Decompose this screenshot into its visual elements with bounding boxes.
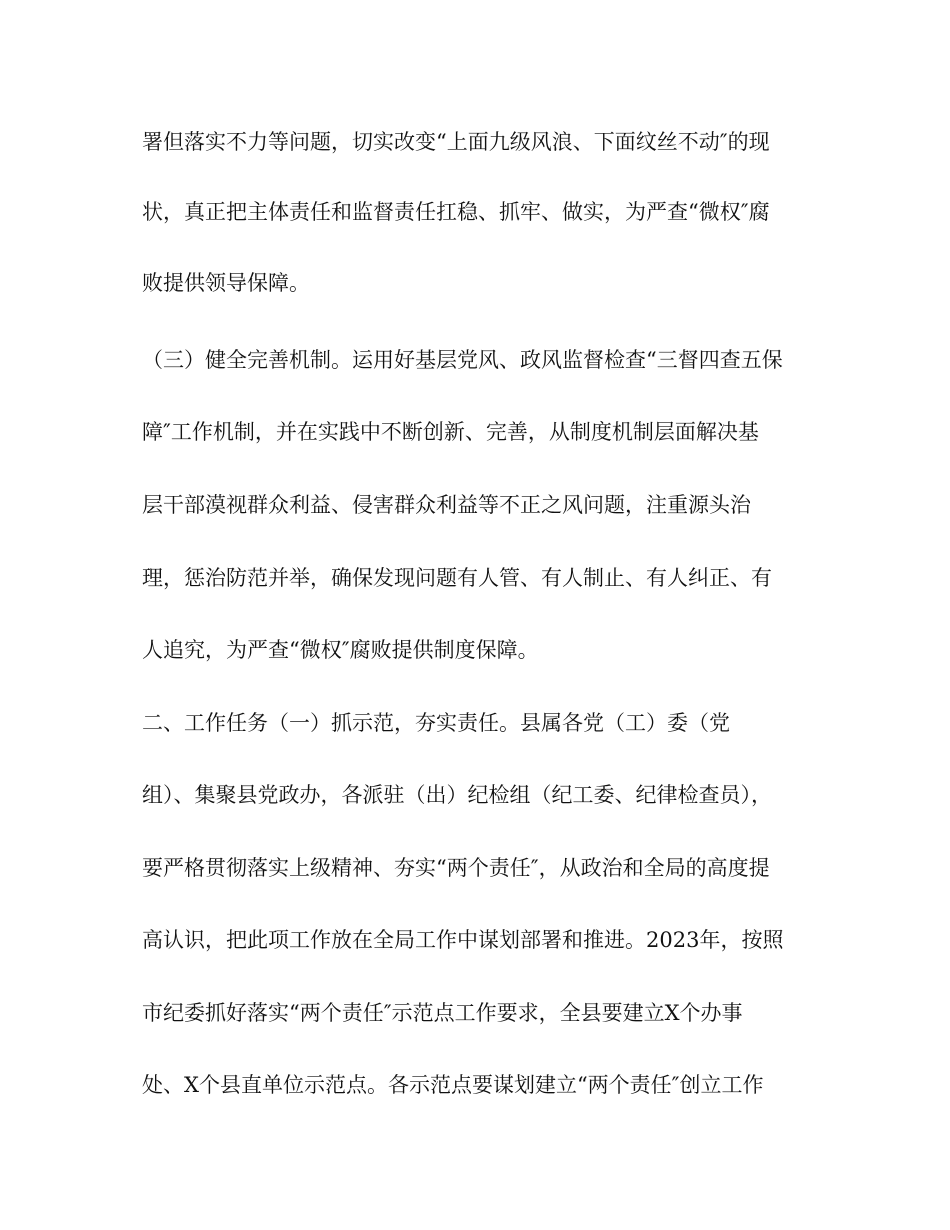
paragraph-line: 层干部漠视群众利益、侵害群众利益等不正之风问题，注重源头治 bbox=[142, 493, 751, 517]
paragraph-line: 二、工作任务（一）抓示范，夯实责任。县属各党（工）委（党 bbox=[142, 711, 730, 735]
paragraph-line: 市纪委抓好落实“两个责任″示范点工作要求，全县要建立X个办事 bbox=[142, 1001, 743, 1025]
paragraph-line: 要严格贯彻落实上级精神、夯实“两个责任″，从政治和全局的高度提 bbox=[142, 856, 770, 880]
paragraph-line: 障″工作机制，并在实践中不断创新、完善，从制度机制层面解决基 bbox=[142, 420, 759, 444]
paragraph-line: 人追究，为严查“微权″腐败提供制度保障。 bbox=[142, 638, 539, 662]
paragraph-line: 高认识，把此项工作放在全局工作中谋划部署和推进。2023年，按照 bbox=[142, 928, 784, 952]
paragraph-line: （三）健全完善机制。运用好基层党风、政风监督检查“三督四查五保 bbox=[142, 348, 783, 372]
paragraph-line: 组）、集聚县党政办，各派驻（出）纪检组（纪工委、纪律检查员）， bbox=[142, 783, 772, 807]
paragraph-line: 败提供领导保障。 bbox=[142, 271, 310, 295]
paragraph-line: 处、X个县直单位示范点。各示范点要谋划建立“两个责任″创立工作 bbox=[142, 1073, 764, 1097]
paragraph-line: 理，惩治防范并举，确保发现问题有人管、有人制止、有人纠正、有 bbox=[142, 566, 772, 590]
paragraph-line: 署但落实不力等问题，切实改变“上面九级风浪、下面纹丝不动″的现 bbox=[142, 130, 770, 154]
paragraph-line: 状，真正把主体责任和监督责任扛稳、抓牢、做实，为严查“微权″腐 bbox=[142, 200, 770, 224]
